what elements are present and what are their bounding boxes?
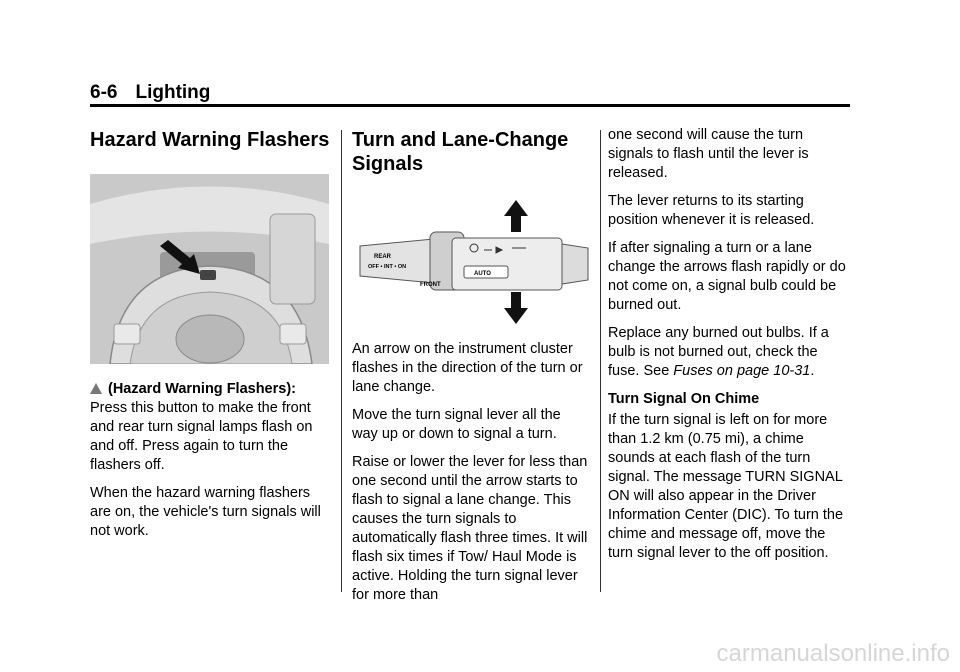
hazard-warning-triangle-icon	[90, 383, 102, 394]
lever-label-rear: REAR	[374, 254, 392, 260]
turn-para-2: Move the turn signal lever all the way up or down to signal a turn.	[352, 407, 561, 442]
col3-para-4-text: Replace any burned out bulbs. If a bulb is not burned out, check the fuse. See	[608, 325, 829, 379]
col3-para-1: one second will cause the turn signals to flash until the lever is released.	[608, 127, 809, 181]
lever-label-auto: AUTO	[474, 271, 491, 277]
column-3	[608, 118, 852, 572]
page-number: 6-6	[90, 82, 118, 103]
hazard-para-2: When the hazard warning flashers are on, the vehicle's turn signals will not work.	[90, 485, 321, 539]
column-2	[352, 118, 588, 614]
col3-para-3: If after signaling a turn or a lane change the arrows flash rapidly or do not come on, a signal bulb could be burned out.	[608, 240, 846, 313]
page-header	[90, 82, 210, 104]
chime-subheading: Turn Signal On Chime	[608, 391, 760, 407]
section-title: Lighting	[135, 82, 211, 103]
hazard-button-figure	[90, 174, 329, 364]
turn-signal-lever-figure	[352, 190, 590, 326]
col3-para-4-end: .	[810, 363, 815, 379]
header-rule	[90, 104, 850, 107]
fuses-link[interactable]: Fuses on page 10-31	[673, 363, 811, 379]
column-divider-1	[341, 130, 342, 592]
turn-para-3: Raise or lower the lever for less than one second until the arrow starts to flash to signal a lane change. This causes the turn signals to automatically flash three times. It will flash six times if Tow/ Haul Mode is active. Holding the turn signal lever for more than	[352, 454, 588, 603]
lever-label-front: FRONT	[420, 282, 441, 288]
column-divider-2	[600, 130, 601, 592]
column-1	[90, 118, 330, 550]
turn-signals-heading: Turn and Lane-Change Signals	[352, 129, 569, 175]
hazard-para-1-text: Press this button to make the front and rear turn signal lamps flash on and off. Press again to turn the flashers off.	[90, 400, 313, 473]
hazard-heading: Hazard Warning Flashers	[90, 129, 330, 151]
lever-label-off-int-on: OFF • INT • ON	[368, 264, 407, 270]
turn-para-1: An arrow on the instrument cluster flashes in the direction of the turn or lane change.	[352, 341, 583, 395]
col3-para-2: The lever returns to its starting position whenever it is released.	[608, 193, 815, 228]
watermark: carmanualsonline.info	[716, 640, 950, 667]
col3-para-4	[608, 324, 852, 381]
hazard-para-1	[90, 380, 330, 475]
col3-para-5: If the turn signal is left on for more than 1.2 km (0.75 mi), a chime sounds at each flash of the turn signal. The message TURN SIGNAL ON will also appear in the Driver Information Center (DIC). To turn the chime and message off, move the turn signal lever to the off position.	[608, 412, 844, 561]
hazard-bold-label: (Hazard Warning Flashers):	[108, 381, 296, 397]
